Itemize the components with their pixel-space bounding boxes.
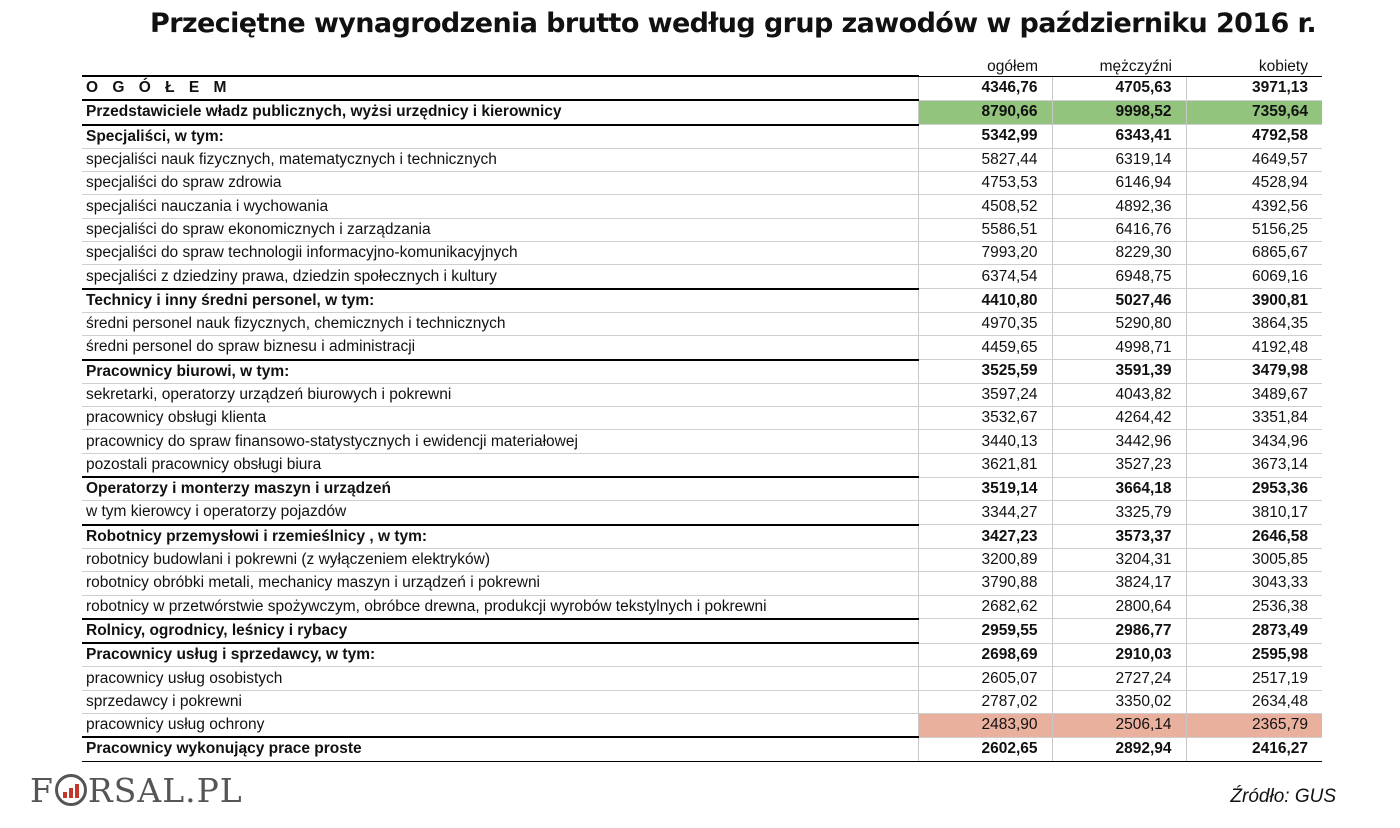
row-label: Rolnicy, ogrodnicy, leśnicy i rybacy <box>82 619 918 643</box>
table-row <box>82 195 1322 218</box>
cell-ogolem: 3597,24 <box>918 383 1052 406</box>
column-header-mezczyzni: mężczyźni <box>1052 52 1186 76</box>
table-row <box>82 148 1322 171</box>
cell-kobiety: 3043,33 <box>1186 572 1322 595</box>
cell-ogolem: 4970,35 <box>918 312 1052 335</box>
cell-kobiety: 3810,17 <box>1186 501 1322 525</box>
cell-ogolem: 3200,89 <box>918 548 1052 571</box>
table-row <box>82 172 1322 195</box>
cell-mezczyzni: 3573,37 <box>1052 525 1186 549</box>
logo-text-suffix: RSAL.PL <box>87 770 243 810</box>
table-row <box>82 383 1322 406</box>
table-row-group <box>82 643 1322 667</box>
table-row <box>82 572 1322 595</box>
table-row-group <box>82 100 1322 124</box>
row-label: pracownicy obsługi klienta <box>82 407 918 430</box>
cell-mezczyzni: 4705,63 <box>1052 76 1186 100</box>
cell-mezczyzni: 5027,46 <box>1052 289 1186 313</box>
cell-mezczyzni: 3527,23 <box>1052 453 1186 477</box>
cell-mezczyzni: 6948,75 <box>1052 265 1186 289</box>
cell-mezczyzni: 8229,30 <box>1052 242 1186 265</box>
table-row <box>82 667 1322 690</box>
cell-kobiety: 4192,48 <box>1186 336 1322 360</box>
table-row <box>82 312 1322 335</box>
cell-ogolem: 3519,14 <box>918 477 1052 501</box>
cell-mezczyzni: 3442,96 <box>1052 430 1186 453</box>
cell-kobiety: 3864,35 <box>1186 312 1322 335</box>
row-label: pracownicy usług osobistych <box>82 667 918 690</box>
table-row <box>82 265 1322 289</box>
cell-ogolem: 4346,76 <box>918 76 1052 100</box>
cell-mezczyzni: 5290,80 <box>1052 312 1186 335</box>
cell-ogolem: 3427,23 <box>918 525 1052 549</box>
cell-kobiety: 4528,94 <box>1186 172 1322 195</box>
cell-kobiety: 2517,19 <box>1186 667 1322 690</box>
table-row <box>82 548 1322 571</box>
row-label: specjaliści do spraw zdrowia <box>82 172 918 195</box>
cell-mezczyzni: 2892,94 <box>1052 737 1186 761</box>
cell-kobiety: 3434,96 <box>1186 430 1322 453</box>
cell-ogolem: 2602,65 <box>918 737 1052 761</box>
row-label: Specjaliści, w tym: <box>82 125 918 149</box>
column-header-label <box>82 52 918 76</box>
row-label: robotnicy budowlani i pokrewni (z wyłączeniem elektryków) <box>82 548 918 571</box>
row-label: Pracownicy biurowi, w tym: <box>82 360 918 384</box>
table-row <box>82 336 1322 360</box>
table-row-total <box>82 76 1322 100</box>
cell-kobiety: 2634,48 <box>1186 690 1322 713</box>
table-row <box>82 595 1322 619</box>
table-row-group <box>82 125 1322 149</box>
cell-kobiety: 4792,58 <box>1186 125 1322 149</box>
cell-kobiety: 2646,58 <box>1186 525 1322 549</box>
cell-ogolem: 3790,88 <box>918 572 1052 595</box>
cell-kobiety: 3673,14 <box>1186 453 1322 477</box>
cell-ogolem: 2605,07 <box>918 667 1052 690</box>
row-label: sekretarki, operatorzy urządzeń biurowych i pokrewni <box>82 383 918 406</box>
forsal-logo <box>30 770 243 810</box>
cell-ogolem: 5586,51 <box>918 218 1052 241</box>
row-label: w tym kierowcy i operatorzy pojazdów <box>82 501 918 525</box>
cell-kobiety: 6865,67 <box>1186 242 1322 265</box>
column-header-kobiety: kobiety <box>1186 52 1322 76</box>
row-label: specjaliści nauczania i wychowania <box>82 195 918 218</box>
cell-ogolem: 5342,99 <box>918 125 1052 149</box>
cell-mezczyzni: 2727,24 <box>1052 667 1186 690</box>
cell-kobiety-highlight-high: 7359,64 <box>1186 100 1322 124</box>
column-header-ogolem: ogółem <box>918 52 1052 76</box>
row-label: Technicy i inny średni personel, w tym: <box>82 289 918 313</box>
cell-ogolem-highlight-low: 2483,90 <box>918 714 1052 738</box>
cell-ogolem: 4753,53 <box>918 172 1052 195</box>
cell-kobiety-highlight-low: 2365,79 <box>1186 714 1322 738</box>
row-label: Robotnicy przemysłowi i rzemieślnicy , w tym: <box>82 525 918 549</box>
cell-ogolem: 3621,81 <box>918 453 1052 477</box>
cell-mezczyzni: 6416,76 <box>1052 218 1186 241</box>
row-label: średni personel nauk fizycznych, chemicznych i technicznych <box>82 312 918 335</box>
row-label: specjaliści nauk fizycznych, matematycznych i technicznych <box>82 148 918 171</box>
row-label: Pracownicy usług i sprzedawcy, w tym: <box>82 643 918 667</box>
cell-mezczyzni: 6319,14 <box>1052 148 1186 171</box>
table-row <box>82 453 1322 477</box>
row-label: średni personel do spraw biznesu i administracji <box>82 336 918 360</box>
cell-mezczyzni: 4892,36 <box>1052 195 1186 218</box>
cell-ogolem: 4410,80 <box>918 289 1052 313</box>
cell-ogolem: 6374,54 <box>918 265 1052 289</box>
cell-mezczyzni: 3824,17 <box>1052 572 1186 595</box>
cell-ogolem: 3525,59 <box>918 360 1052 384</box>
cell-kobiety: 4392,56 <box>1186 195 1322 218</box>
cell-kobiety: 4649,57 <box>1186 148 1322 171</box>
table-row-group <box>82 737 1322 761</box>
cell-ogolem: 3440,13 <box>918 430 1052 453</box>
cell-mezczyzni: 2800,64 <box>1052 595 1186 619</box>
row-label: specjaliści do spraw ekonomicznych i zarządzania <box>82 218 918 241</box>
cell-kobiety: 3489,67 <box>1186 383 1322 406</box>
cell-mezczyzni-highlight-high: 9998,52 <box>1052 100 1186 124</box>
table-row <box>82 430 1322 453</box>
row-label: Pracownicy wykonujący prace proste <box>82 737 918 761</box>
cell-kobiety: 3900,81 <box>1186 289 1322 313</box>
cell-mezczyzni: 3350,02 <box>1052 690 1186 713</box>
row-label: pozostali pracownicy obsługi biura <box>82 453 918 477</box>
table-row <box>82 714 1322 738</box>
cell-ogolem: 5827,44 <box>918 148 1052 171</box>
cell-mezczyzni: 3591,39 <box>1052 360 1186 384</box>
table-row-group <box>82 619 1322 643</box>
salary-table-container <box>82 52 1322 762</box>
row-label: pracownicy usług ochrony <box>82 714 918 738</box>
row-label: specjaliści do spraw technologii informacyjno-komunikacyjnych <box>82 242 918 265</box>
row-label: pracownicy do spraw finansowo-statystycznych i ewidencji materiałowej <box>82 430 918 453</box>
source-note: Źródło: GUS <box>1230 786 1336 807</box>
page-title: Przeciętne wynagrodzenia brutto według grup zawodów w październiku 2016 r. <box>150 8 1317 39</box>
table-row <box>82 501 1322 525</box>
cell-ogolem: 4459,65 <box>918 336 1052 360</box>
bar-chart-circle-icon <box>55 774 87 806</box>
cell-ogolem: 3532,67 <box>918 407 1052 430</box>
cell-kobiety: 2536,38 <box>1186 595 1322 619</box>
cell-ogolem: 2698,69 <box>918 643 1052 667</box>
row-label: Operatorzy i monterzy maszyn i urządzeń <box>82 477 918 501</box>
table-row-group <box>82 360 1322 384</box>
cell-mezczyzni: 3204,31 <box>1052 548 1186 571</box>
cell-mezczyzni: 6146,94 <box>1052 172 1186 195</box>
row-label: robotnicy obróbki metali, mechanicy maszyn i urządzeń i pokrewni <box>82 572 918 595</box>
cell-kobiety: 2416,27 <box>1186 737 1322 761</box>
cell-kobiety: 3005,85 <box>1186 548 1322 571</box>
table-row-group <box>82 477 1322 501</box>
cell-mezczyzni: 4264,42 <box>1052 407 1186 430</box>
table-row <box>82 407 1322 430</box>
cell-kobiety: 6069,16 <box>1186 265 1322 289</box>
cell-kobiety: 3971,13 <box>1186 76 1322 100</box>
cell-ogolem: 2787,02 <box>918 690 1052 713</box>
table-row <box>82 218 1322 241</box>
table-row <box>82 690 1322 713</box>
cell-kobiety: 2953,36 <box>1186 477 1322 501</box>
cell-mezczyzni: 3664,18 <box>1052 477 1186 501</box>
cell-kobiety: 3351,84 <box>1186 407 1322 430</box>
cell-ogolem-highlight-high: 8790,66 <box>918 100 1052 124</box>
row-label: robotnicy w przetwórstwie spożywczym, obróbce drewna, produkcji wyrobów tekstylnych i pokrewni <box>82 595 918 619</box>
cell-kobiety: 3479,98 <box>1186 360 1322 384</box>
cell-mezczyzni-highlight-low: 2506,14 <box>1052 714 1186 738</box>
cell-mezczyzni: 2986,77 <box>1052 619 1186 643</box>
cell-mezczyzni: 4043,82 <box>1052 383 1186 406</box>
cell-kobiety: 2873,49 <box>1186 619 1322 643</box>
row-label: Przedstawiciele władz publicznych, wyżsi urzędnicy i kierownicy <box>82 100 918 124</box>
table-row-group <box>82 289 1322 313</box>
cell-kobiety: 5156,25 <box>1186 218 1322 241</box>
cell-ogolem: 2959,55 <box>918 619 1052 643</box>
cell-mezczyzni: 2910,03 <box>1052 643 1186 667</box>
cell-mezczyzni: 4998,71 <box>1052 336 1186 360</box>
cell-ogolem: 4508,52 <box>918 195 1052 218</box>
cell-kobiety: 2595,98 <box>1186 643 1322 667</box>
row-label: specjaliści z dziedziny prawa, dziedzin społecznych i kultury <box>82 265 918 289</box>
row-label: O G Ó Ł E M <box>82 76 918 100</box>
table-row <box>82 242 1322 265</box>
salary-table <box>82 52 1322 762</box>
cell-ogolem: 2682,62 <box>918 595 1052 619</box>
cell-mezczyzni: 6343,41 <box>1052 125 1186 149</box>
cell-ogolem: 3344,27 <box>918 501 1052 525</box>
cell-mezczyzni: 3325,79 <box>1052 501 1186 525</box>
table-header-row <box>82 52 1322 76</box>
row-label: sprzedawcy i pokrewni <box>82 690 918 713</box>
table-row-group <box>82 525 1322 549</box>
logo-text-prefix: F <box>30 770 54 810</box>
cell-ogolem: 7993,20 <box>918 242 1052 265</box>
